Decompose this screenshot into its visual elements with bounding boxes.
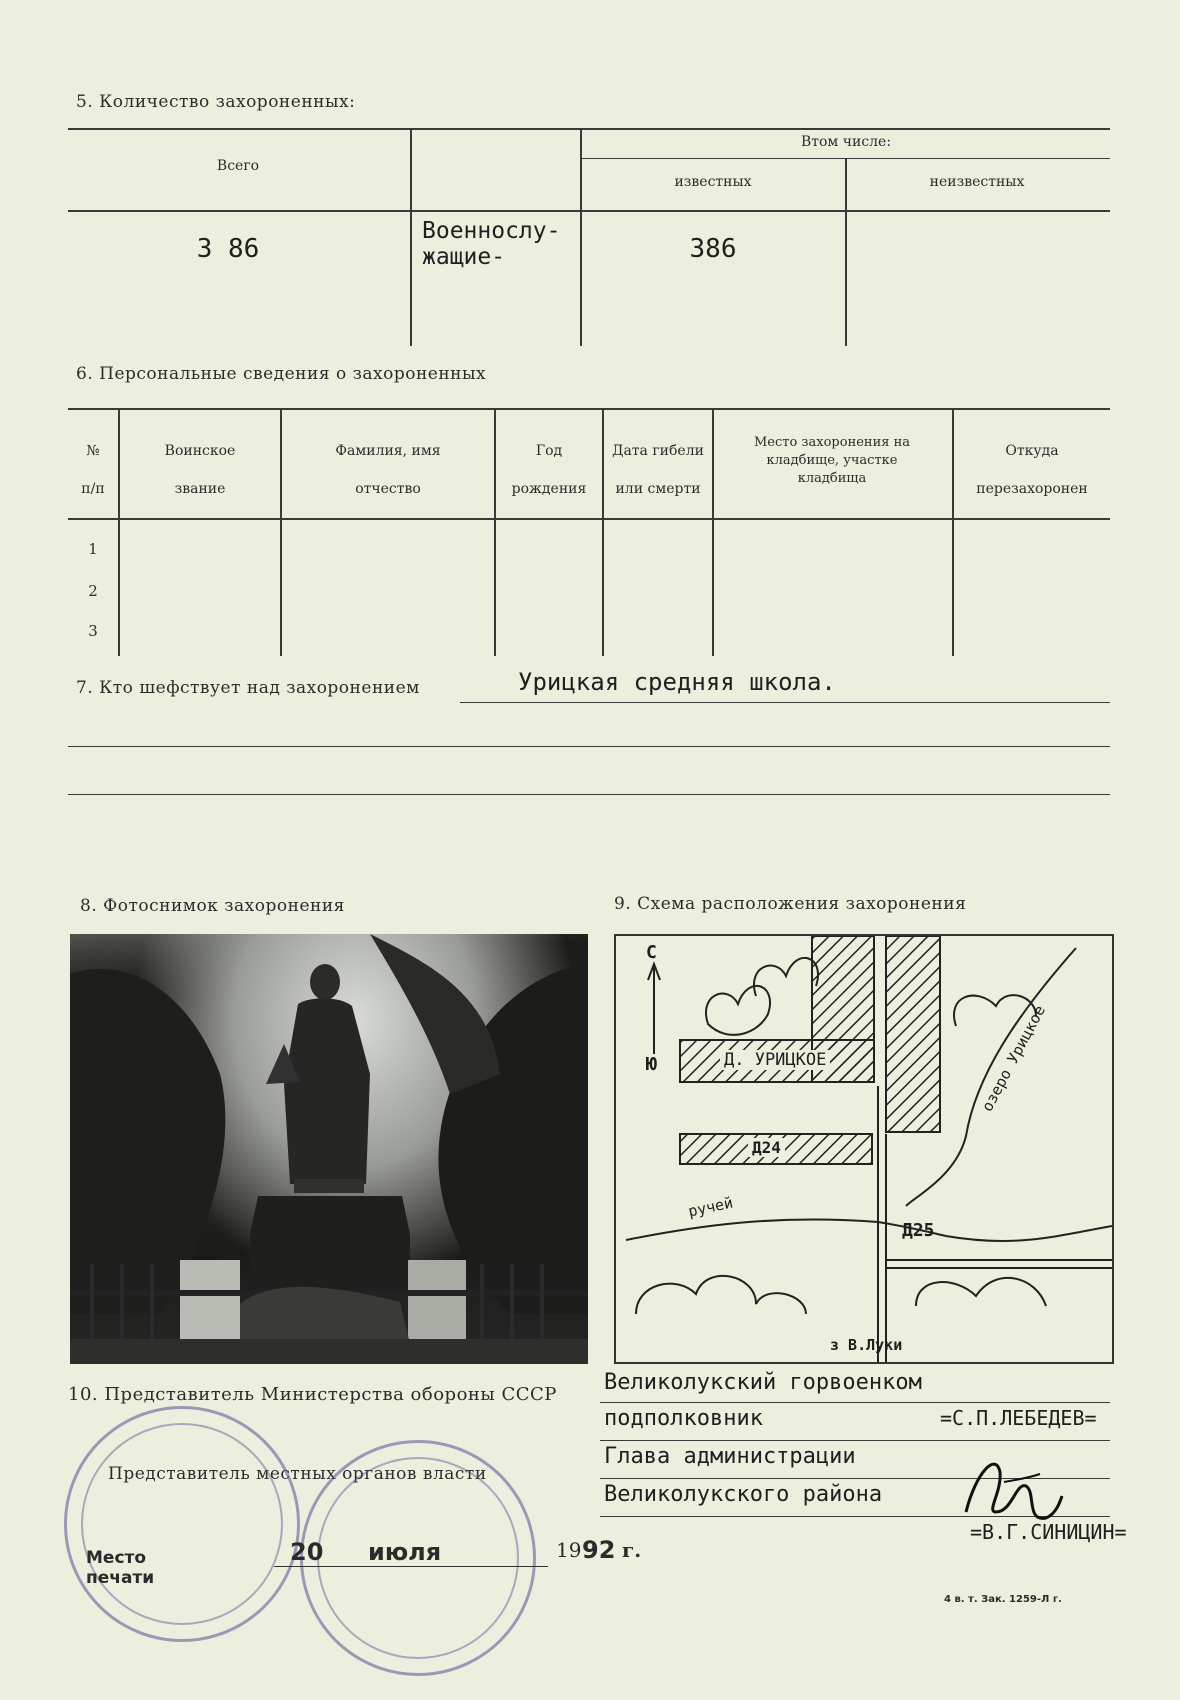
stamp-circle-left	[64, 1406, 300, 1642]
section8-title: 8. Фотоснимок захоронения	[80, 896, 345, 916]
value-category: Военнослу- жащие-	[422, 218, 561, 270]
table5-col-divider-1	[410, 128, 412, 346]
row-number: 3	[88, 622, 98, 640]
header-unknown: неизвестных	[929, 174, 1025, 190]
signature-line	[600, 1440, 1110, 1441]
header-including: Втом числе:	[800, 134, 892, 150]
seal-place-label: Место печати	[86, 1548, 155, 1588]
table6-col-divider	[712, 408, 714, 656]
map-lake-label: озеро Урицкое	[978, 1002, 1050, 1115]
header-burial-place: Место захоронения на кладбище, участке кладбища	[753, 435, 911, 486]
row-number: 1	[88, 540, 98, 558]
map-d25-label: Д25	[902, 1220, 935, 1241]
section10-mo-label: 10. Представитель Министерства обороны СССР	[68, 1384, 557, 1405]
map-north-label: С	[646, 942, 657, 963]
date-year-prefix: 19	[556, 1538, 582, 1562]
section6-title: 6. Персональные сведения о захороненных	[76, 364, 487, 384]
typed-line-2: подполковник	[604, 1406, 763, 1431]
typed-line-3: Глава администрации	[604, 1444, 856, 1469]
header-known: известных	[674, 174, 752, 190]
print-note: 4 в. т. Зак. 1259-Л г.	[944, 1594, 1062, 1605]
section7-line-2	[68, 746, 1110, 747]
date-day: 20	[290, 1538, 324, 1566]
section7-value: Урицкая средняя школа.	[518, 668, 836, 696]
map-d24-label: Д24	[748, 1138, 785, 1157]
monument-image	[70, 934, 588, 1364]
map-village-label: Д. УРИЦКОЕ	[720, 1050, 830, 1070]
header-reburied-from: Откуда перезахоронен	[976, 443, 1088, 497]
header-rank: Воинское звание	[164, 443, 236, 497]
section7-line-1	[460, 702, 1110, 703]
section9-title: 9. Схема расположения захоронения	[614, 894, 967, 914]
map-road-label: з В.Луки	[830, 1336, 903, 1354]
signature-line	[600, 1402, 1110, 1403]
date-line	[274, 1566, 548, 1567]
typed-line-4: Великолукского района	[604, 1482, 883, 1507]
date-year-suffix: 92	[582, 1536, 616, 1564]
handwritten-signature	[956, 1452, 1066, 1532]
table5-header-bottom	[68, 210, 1110, 212]
table5-top-line	[68, 128, 1110, 130]
burial-photo	[70, 934, 588, 1364]
header-death-date: Дата гибели или смерти	[612, 443, 704, 497]
header-birth-year: Год рождения	[511, 443, 587, 497]
map-stream-label: ручей	[686, 1193, 735, 1221]
map-drawing	[616, 936, 1112, 1362]
typed-name-1: =С.П.ЛЕБЕДЕВ=	[940, 1406, 1097, 1430]
header-total: Всего	[216, 158, 260, 174]
row-number: 2	[88, 582, 98, 600]
burial-map	[614, 934, 1114, 1364]
header-number: № п/п	[81, 443, 105, 497]
typed-name-2: =В.Г.СИНИЦИН=	[970, 1520, 1127, 1544]
section7-line-3	[68, 794, 1110, 795]
section5-title: 5. Количество захороненных:	[76, 92, 356, 112]
section10-local-label: Представитель местных органов власти	[108, 1464, 487, 1484]
date-g: г.	[622, 1538, 642, 1562]
date-month: июля	[368, 1538, 442, 1566]
value-total: 3 86	[196, 234, 260, 264]
section7-label: 7. Кто шефствует над захоронением	[76, 678, 420, 698]
map-south-label: Ю	[646, 1054, 657, 1075]
typed-line-1: Великолукский горвоенком	[604, 1370, 922, 1395]
header-fullname: Фамилия, имя отчество	[335, 443, 441, 497]
value-known: 386	[689, 234, 737, 264]
